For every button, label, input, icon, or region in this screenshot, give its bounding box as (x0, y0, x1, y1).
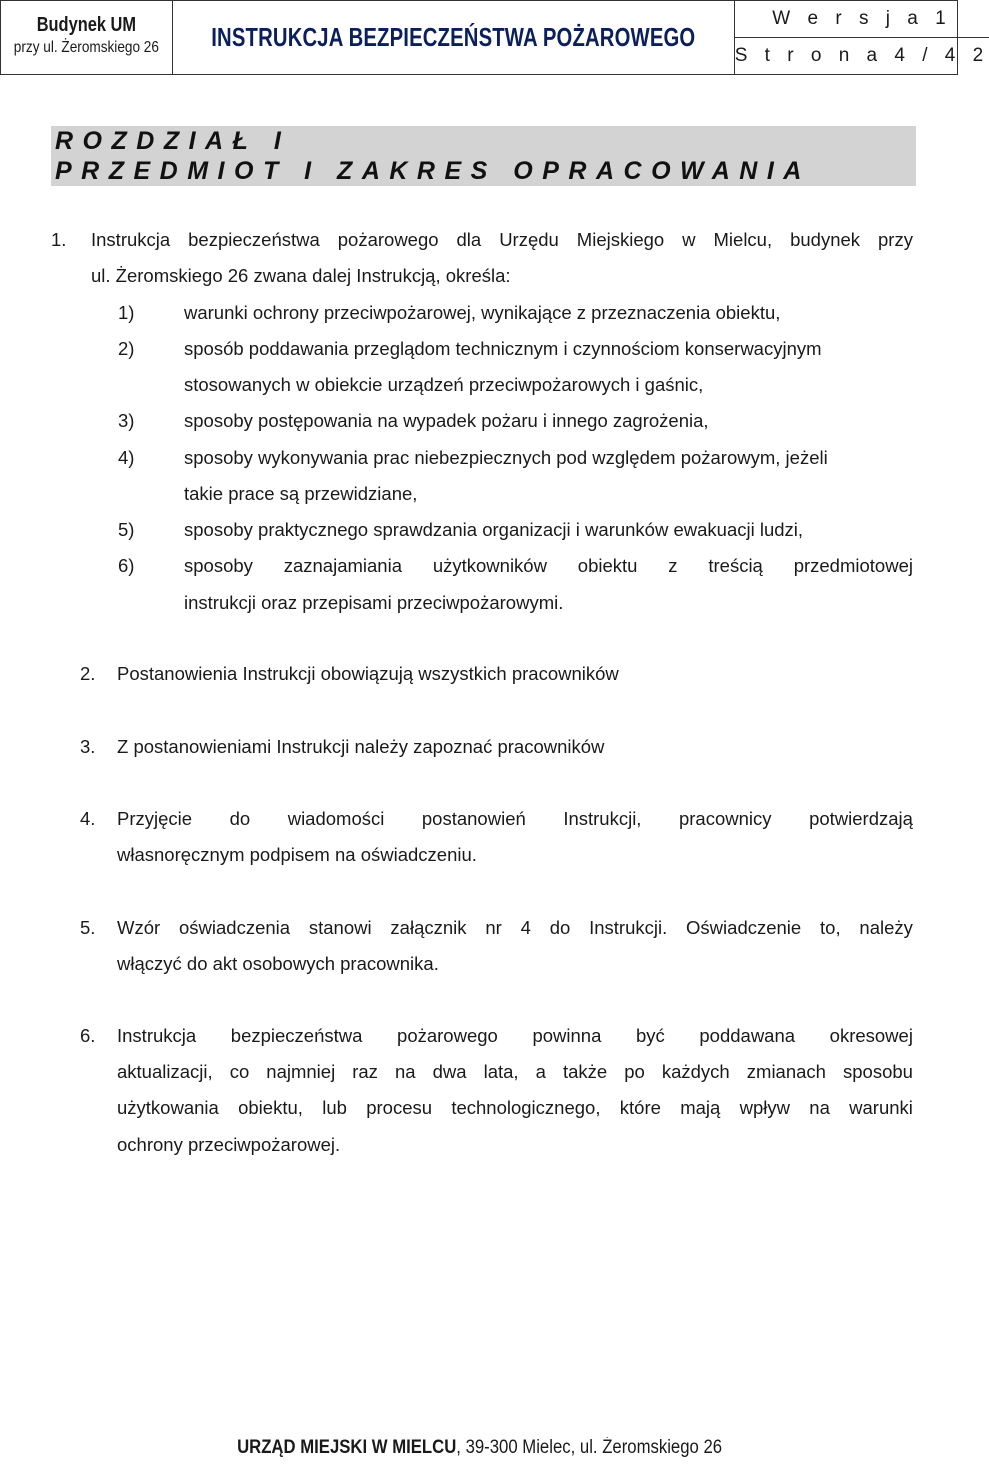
item-3-text: Z postanowieniami Instrukcji należy zapoznać pracowników (117, 736, 605, 757)
header-meta-cell (735, 1, 989, 74)
word: zaznajamiania (283, 555, 402, 576)
word: do (229, 808, 251, 829)
item-4-number: 4. (80, 808, 96, 829)
word: powinna (532, 1025, 602, 1046)
word: poddawana (699, 1025, 796, 1046)
word: załącznik (390, 917, 467, 938)
item-4-line-2: własnoręcznym podpisem na oświadczeniu. (117, 844, 477, 865)
word: także (562, 1061, 608, 1082)
page-footer (0, 1437, 960, 1459)
building-name: Budynek UM (36, 14, 137, 36)
word: każdych (661, 1061, 730, 1082)
word: technologicznego, (451, 1097, 601, 1118)
sub-3-number: 3) (118, 410, 135, 431)
sub-4-number: 4) (118, 447, 135, 468)
word: lata, (483, 1061, 519, 1082)
sub-4-line-1: sposoby wykonywania prac niebezpiecznych pod względem pożarowym, jeżeli (184, 447, 828, 468)
word: Wzór (117, 917, 161, 938)
item-1-line-1 (91, 222, 913, 258)
sub-5-text: sposoby praktycznego sprawdzania organizacji i warunków ewakuacji ludzi, (184, 519, 804, 540)
item-4-line-1 (117, 801, 913, 837)
word: obiektu, (238, 1097, 303, 1118)
word: stanowi (308, 917, 372, 938)
footer-office: URZĄD MIEJSKI W MIELCU (237, 1437, 457, 1458)
word: dla (456, 229, 482, 250)
item-5-number: 5. (80, 917, 96, 938)
chapter-title: PRZEDMIOT I ZAKRES OPRACOWANIA (55, 157, 811, 185)
word: być (635, 1025, 665, 1046)
word: Mielcu, (713, 229, 773, 250)
item-6-line-1 (117, 1018, 913, 1054)
word: 4 (520, 917, 531, 938)
word: bezpieczeństwa (188, 229, 320, 250)
item-3-number: 3. (80, 736, 96, 757)
version-label: W e r s j a 1 (772, 8, 952, 29)
word: pracownicy (678, 808, 772, 829)
word: do (549, 917, 571, 938)
word: należy (859, 917, 913, 938)
word: wiadomości (287, 808, 385, 829)
word: raz (352, 1061, 378, 1082)
item-6-number: 6. (80, 1025, 96, 1046)
word: sposobu (843, 1061, 913, 1082)
word: budynek (790, 229, 861, 250)
item-1-number: 1. (51, 229, 67, 250)
word: Urzędu (499, 229, 559, 250)
word: użytkowników (432, 555, 547, 576)
chapter-number: ROZDZIAŁ I (55, 127, 291, 155)
word: sposoby (184, 555, 253, 576)
word: pożarowego (337, 229, 439, 250)
word: dwa (432, 1061, 467, 1082)
sub-6-number: 6) (118, 555, 135, 576)
item-6-line-2 (117, 1054, 913, 1090)
item-2-number: 2. (80, 663, 96, 684)
justified-line (117, 1054, 913, 1090)
word: aktualizacji, (117, 1061, 213, 1082)
word: warunki (849, 1097, 913, 1118)
word: mają (680, 1097, 721, 1118)
sub-5-number: 5) (118, 519, 135, 540)
word: a (535, 1061, 546, 1082)
word: Instrukcja (117, 1025, 197, 1046)
word: Instrukcja (91, 229, 171, 250)
justified-line (117, 1018, 913, 1054)
word: Oświadczenie (686, 917, 802, 938)
word: zmianach (746, 1061, 826, 1082)
word: pożarowego (397, 1025, 498, 1046)
word: Miejskiego (576, 229, 665, 250)
word: przedmiotowej (793, 555, 913, 576)
page-number: S t r o n a 4 / 4 2 (735, 37, 989, 74)
word: potwierdzają (809, 808, 913, 829)
item-6-line-4: ochrony przeciwpożarowej. (117, 1134, 341, 1155)
word: na (394, 1061, 416, 1082)
header-title-cell (173, 1, 735, 74)
word: lub (322, 1097, 347, 1118)
page-header (0, 0, 989, 75)
word: z (668, 555, 678, 576)
word: procesu (366, 1097, 433, 1118)
justified-line (184, 548, 913, 584)
word: użytkowania (117, 1097, 219, 1118)
justified-line (91, 222, 913, 258)
footer-address: , 39-300 Mielec, ul. Żeromskiego 26 (456, 1437, 723, 1458)
item-5-line-2: włączyć do akt osobowych pracownika. (117, 953, 439, 974)
word: okresowej (829, 1025, 913, 1046)
sub-6-line-2: instrukcji oraz przepisami przeciwpożarowymi. (184, 592, 564, 613)
document-title: INSTRUKCJA BEZPIECZEŃSTWA POŻAROWEGO (211, 22, 696, 52)
word: przy (878, 229, 913, 250)
word: na (809, 1097, 830, 1118)
item-1-line-2: ul. Żeromskiego 26 zwana dalej Instrukcją, określa: (91, 265, 511, 286)
sub-4-line-2: takie prace są przewidziane, (184, 483, 418, 504)
header-building-cell (1, 1, 173, 74)
word: obiektu (577, 555, 638, 576)
word: wpływ (739, 1097, 790, 1118)
sub-3-text: sposoby postępowania na wypadek pożaru i innego zagrożenia, (184, 410, 709, 431)
item-5-line-1 (117, 910, 913, 946)
sub-2-line-2: stosowanych w obiekcie urządzeń przeciwpożarowych i gaśnic, (184, 374, 704, 395)
word: w (682, 229, 696, 250)
justified-line (117, 801, 913, 837)
item-2-text: Postanowienia Instrukcji obowiązują wszystkich pracowników (117, 663, 619, 684)
word: co (229, 1061, 250, 1082)
sub-2-line-1: sposób poddawania przeglądom technicznym i czynnościom konserwacyjnym (184, 338, 822, 359)
word: bezpieczeństwa (230, 1025, 363, 1046)
word: najmniej (266, 1061, 336, 1082)
word: to, (820, 917, 841, 938)
sub-1-text: warunki ochrony przeciwpożarowej, wynikające z przeznaczenia obiektu, (184, 302, 781, 323)
word: po (624, 1061, 645, 1082)
word: postanowień (421, 808, 526, 829)
sub-2-number: 2) (118, 338, 135, 359)
word: nr (485, 917, 502, 938)
building-address: przy ul. Żeromskiego 26 (13, 39, 159, 56)
sub-1-number: 1) (118, 302, 135, 323)
word: Przyjęcie (117, 808, 193, 829)
word: treścią (708, 555, 763, 576)
justified-line (117, 910, 913, 946)
word: Instrukcji, (563, 808, 642, 829)
word: oświadczenia (178, 917, 291, 938)
justified-line (117, 1090, 913, 1126)
word: Instrukcji. (589, 917, 668, 938)
item-6-line-3 (117, 1090, 913, 1126)
sub-6-line-1 (184, 548, 913, 584)
word: które (619, 1097, 661, 1118)
chapter-heading (51, 126, 916, 186)
